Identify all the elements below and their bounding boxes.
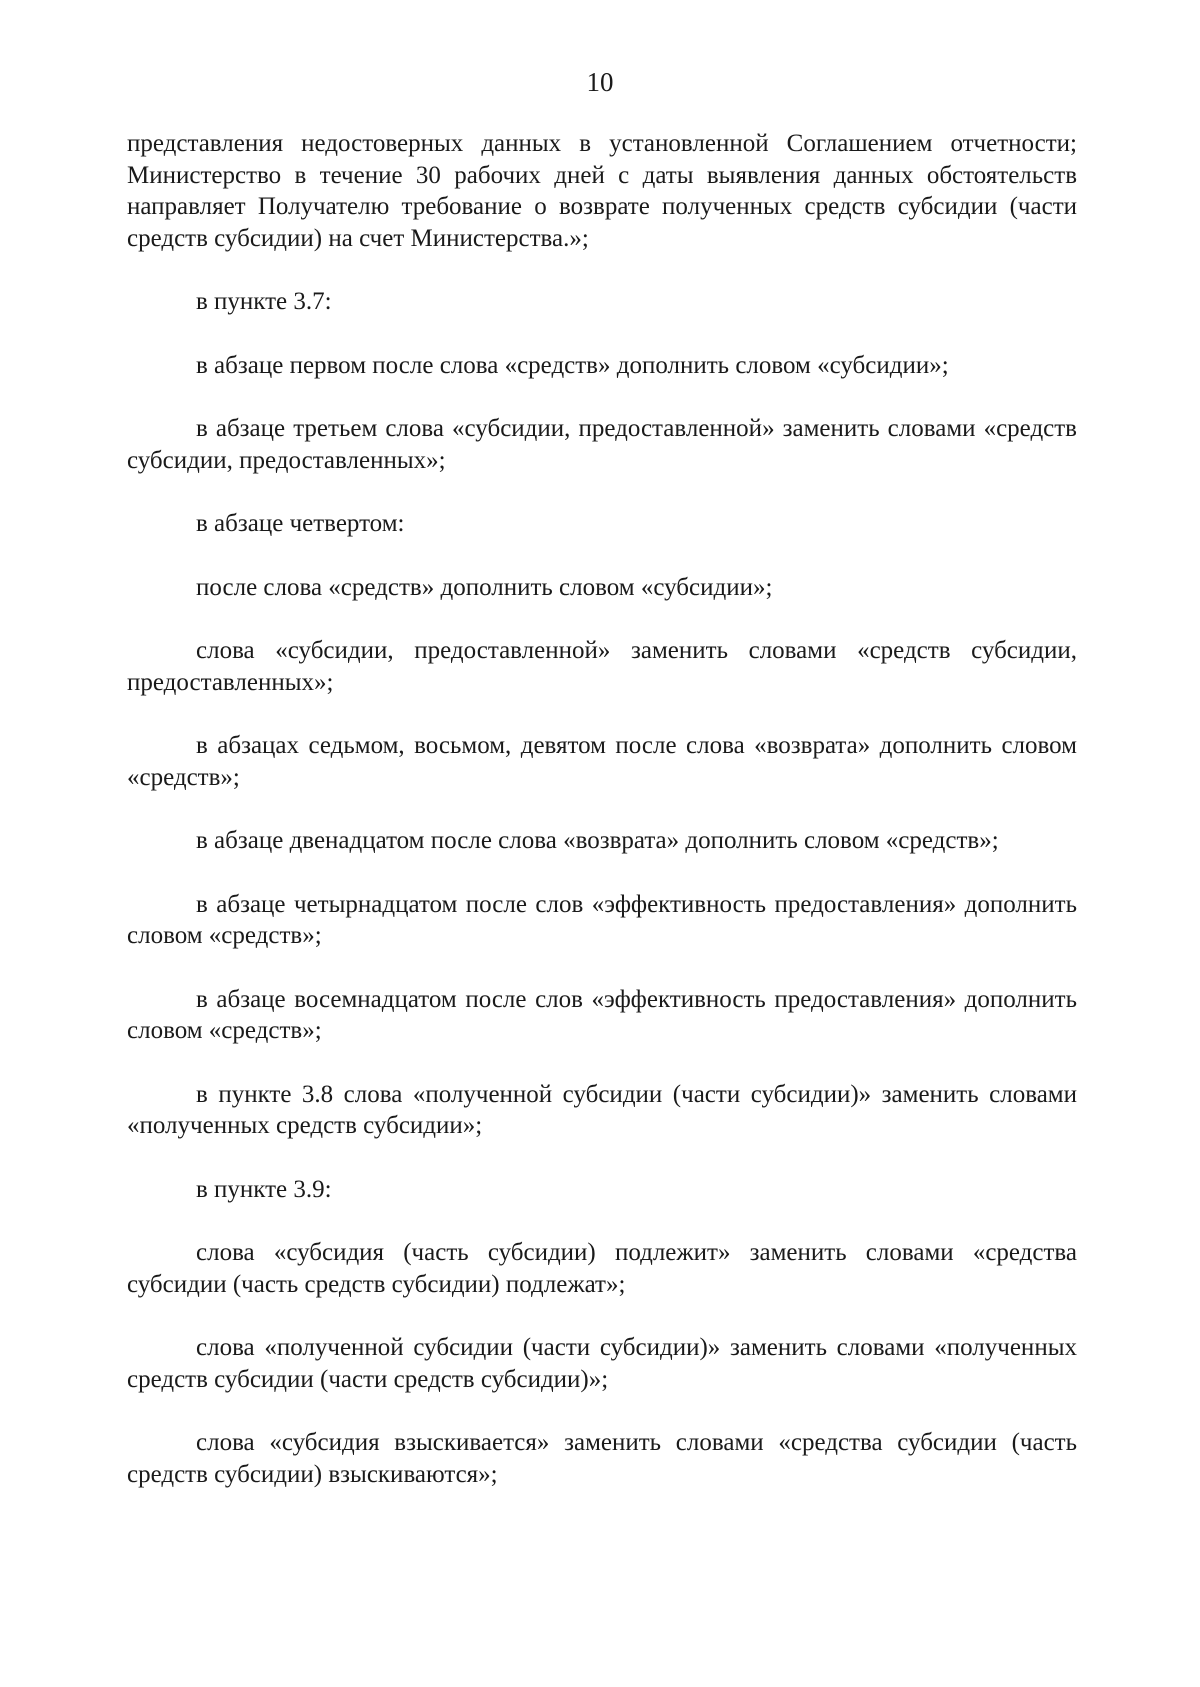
paragraph-amendment: в абзаце третьем слова «субсидии, предоставленной» заменить словами «средств субсидии, предоставленных»; <box>127 415 1077 474</box>
paragraph-amendment: в абзаце четырнадцатом после слов «эффективность предоставления» дополнить словом «средств»; <box>127 890 1077 949</box>
paragraph-amendment: в абзаце восемнадцатом после слов «эффективность предоставления» дополнить словом «средств»; <box>127 985 1077 1044</box>
paragraph-clause-3-8: в пункте 3.8 слова «полученной субсидии (части субсидии)» заменить словами «полученных средств субсидии»; <box>127 1080 1077 1139</box>
paragraph-clause-3-9: в пункте 3.9: <box>196 1175 332 1203</box>
paragraph-subclause-heading: в абзаце четвертом: <box>196 510 405 537</box>
paragraph-amendment: слова «субсидия (часть субсидии) подлежит» заменить словами «средства субсидии (часть средств субсидии) подлежат»; <box>127 1239 1077 1298</box>
paragraph-amendment: слова «полученной субсидии (части субсидии)» заменить словами «полученных средств субсидии (части средств субсидии)»; <box>127 1334 1077 1393</box>
paragraph-continuation: представления недостоверных данных в установленной Соглашением отчетности; Министерство в течение 30 рабочих дней с даты выявления данных обстоятельств направляет Получателю требование о возврате полученных средств субсидии (части средств субсидии) на счет Министерства.»; <box>127 130 1077 252</box>
paragraph-amendment: в абзаце первом после слова «средств» дополнить словом «субсидии»; <box>196 351 949 379</box>
document-body <box>127 128 1077 1490</box>
paragraph-amendment: в абзацах седьмом, восьмом, девятом после слова «возврата» дополнить словом «средств»; <box>127 732 1077 791</box>
paragraph-amendment: слова «субсидия взыскивается» заменить словами «средства субсидии (часть средств субсидии) взыскиваются»; <box>127 1429 1077 1488</box>
paragraph-amendment: слова «субсидии, предоставленной» заменить словами «средств субсидии, предоставленных»; <box>127 637 1077 696</box>
page-number: 10 <box>586 67 614 97</box>
paragraph-amendment: после слова «средств» дополнить словом «субсидии»; <box>196 573 773 601</box>
paragraph-clause-3-7: в пункте 3.7: <box>196 288 332 315</box>
paragraph-amendment: в абзаце двенадцатом после слова «возврата» дополнить словом «средств»; <box>196 827 999 854</box>
